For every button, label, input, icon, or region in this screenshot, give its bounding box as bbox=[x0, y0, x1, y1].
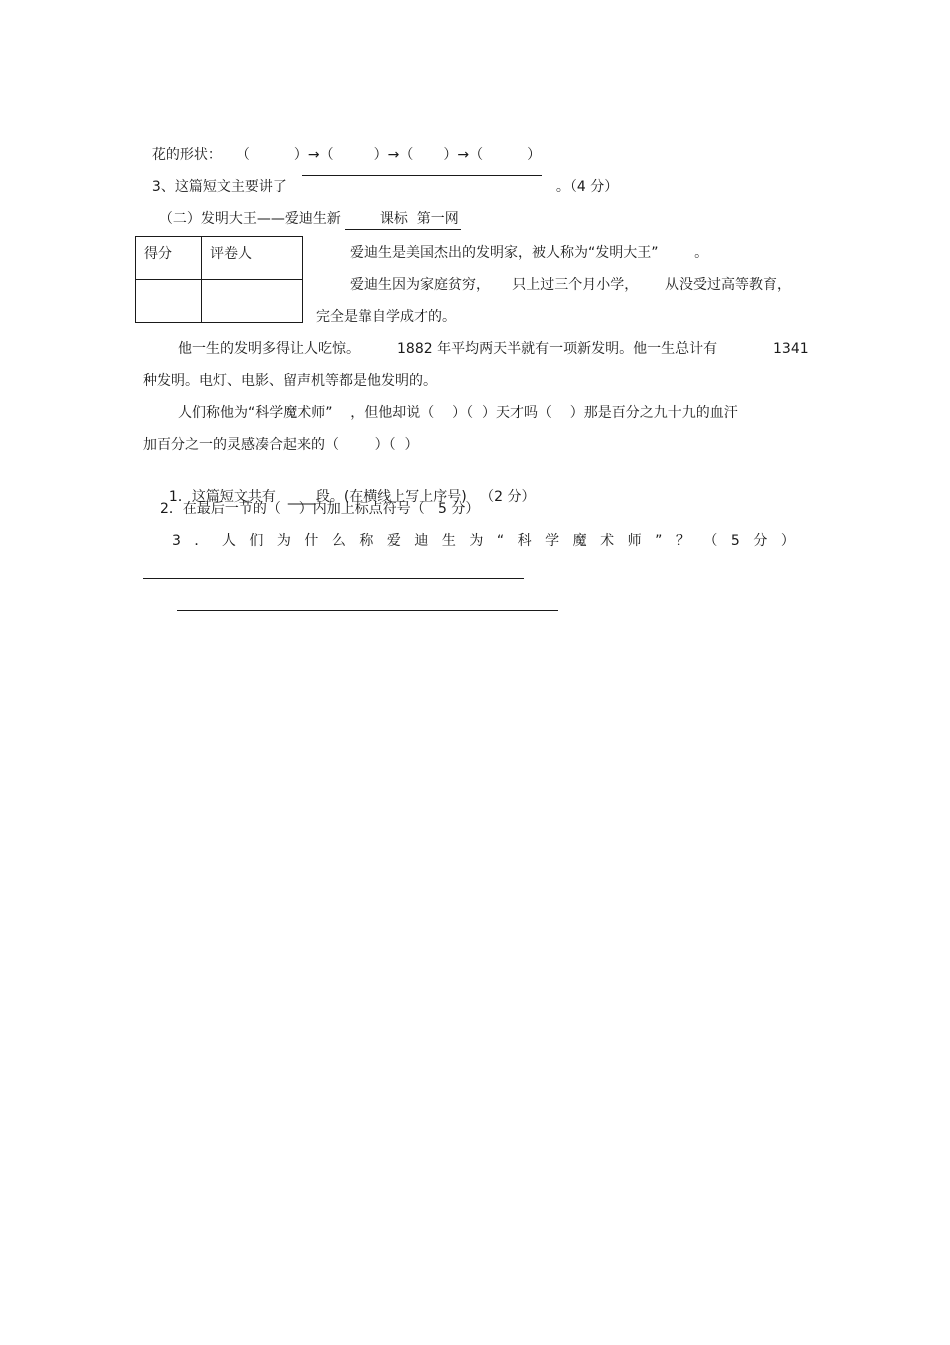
section2-title: （二）发明大王——爱迪生新 bbox=[158, 211, 341, 227]
q1-suffix: 段。(在横线上写上序号) （2 分） bbox=[315, 489, 536, 505]
watermark-text: 课标 第一网 bbox=[379, 211, 459, 227]
paren-close: ） bbox=[527, 147, 542, 163]
arrow-1: ）→（ bbox=[293, 147, 334, 163]
q3-main-suffix: 。（4 分） bbox=[555, 179, 619, 195]
passage-p1-line3: 完全是靠自学成才的。 bbox=[316, 309, 456, 325]
section2-title-line bbox=[150, 189, 341, 229]
passage-p2-line2: 种发明。电灯、电影、留声机等都是他发明的。 bbox=[143, 373, 437, 389]
answer-line-2[interactable] bbox=[177, 610, 558, 611]
q1-blank[interactable]: ____ bbox=[287, 489, 316, 505]
grader-label: 评卷人 bbox=[210, 246, 252, 262]
flower-shape-label: 花的形状： bbox=[151, 147, 222, 163]
passage-p1-line2: 爱迪生因为家庭贫穷， 只上过三个月小学， 从没受过高等教育， bbox=[350, 277, 791, 293]
score-label: 得分 bbox=[144, 246, 172, 262]
q3-main-prefix: 3、这篇短文主要讲了 bbox=[151, 179, 287, 195]
q3-main-suffix-wrap bbox=[547, 157, 618, 197]
passage-p1-line1: 爱迪生是美国杰出的发明家，被人称为“发明大王” 。 bbox=[350, 245, 709, 261]
grader-input-cell[interactable] bbox=[202, 280, 303, 323]
question-2: 2．在最后一节的（ ）内加上标点符号（ 5 分） bbox=[160, 501, 480, 517]
passage-p2-line1a: 他一生的发明多得让人吃惊。 bbox=[178, 341, 360, 357]
grader-header-cell bbox=[202, 237, 303, 280]
question-3: 3．人们为什么称爱迪生为“科学魔术师”？（5分） bbox=[172, 533, 809, 549]
score-input-cell[interactable] bbox=[136, 280, 202, 323]
passage-p2-line1b: 1882 年平均两天半就有一项新发明。他一生总计有 bbox=[397, 341, 718, 357]
passage-p3-line2: 加百分之一的灵感凑合起来的（ ）（ ） bbox=[143, 437, 419, 453]
passage-p2-line1c: 1341 bbox=[773, 341, 809, 357]
q1-prefix: 1．这篇短文共有 bbox=[168, 489, 276, 505]
answer-line-1[interactable] bbox=[143, 578, 524, 579]
score-header-cell bbox=[136, 237, 202, 280]
arrow-2: ）→（ bbox=[373, 147, 414, 163]
arrow-3: ）→（ bbox=[443, 147, 484, 163]
score-table bbox=[135, 236, 303, 323]
section2-watermark bbox=[345, 189, 461, 230]
passage-p3-line1: 人们称他为“科学魔术师” ，但他却说（ ）（ ）天才吗（ ）那是百分之九十九的血汗 bbox=[178, 405, 738, 421]
q3-answer-blank[interactable] bbox=[302, 175, 542, 176]
paren-open: （ bbox=[235, 147, 250, 163]
